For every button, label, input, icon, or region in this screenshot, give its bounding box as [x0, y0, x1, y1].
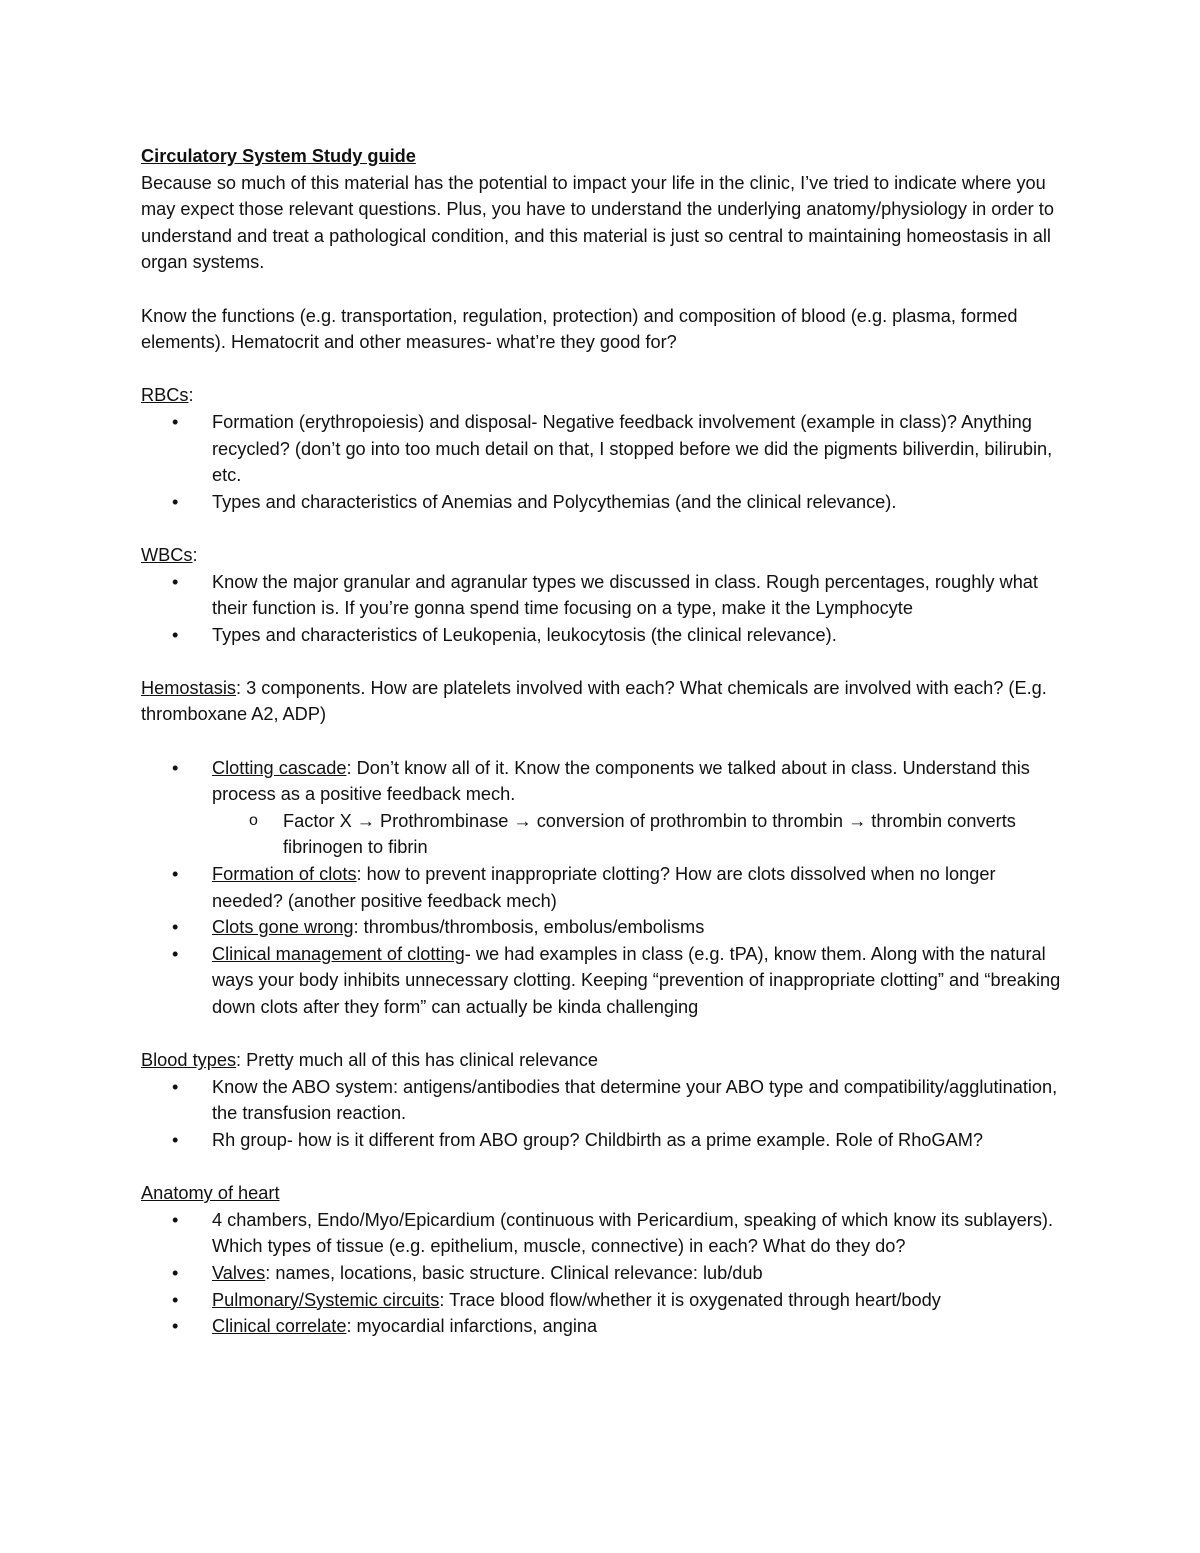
list-item — [141, 861, 1071, 914]
blood-types-text: : Pretty much all of this has clinical relevance — [236, 1050, 598, 1071]
list-item — [141, 1260, 1071, 1287]
hemostasis-heading: Hemostasis — [141, 677, 237, 698]
item-text: : thrombus/thrombosis, embolus/embolisms — [353, 917, 705, 938]
item-label: Clotting cascade — [212, 757, 347, 778]
spacer — [141, 356, 1071, 383]
list-item — [141, 1313, 1071, 1340]
rbcs-heading-line: RBCs: — [141, 385, 194, 406]
item-label: Clinical correlate — [212, 1316, 347, 1337]
rbcs-list — [141, 409, 1071, 515]
list-item: • Rh group- how is it different from ABO group? Childbirth as a prime example. Role of RhoGAM? — [141, 1127, 1071, 1154]
item-label: Valves — [212, 1262, 266, 1283]
wbcs-heading-line: WBCs: — [141, 544, 198, 565]
sub-list-item: o Factor X → Prothrombinase → conversion of prothrombin to thrombin → thrombin converts fibrinogen to fibrin — [212, 808, 1071, 861]
blood-types-list — [141, 1074, 1071, 1154]
item-text: : Trace blood flow/whether it is oxygenated through heart/body — [439, 1289, 941, 1310]
spacer — [141, 648, 1071, 675]
list-item — [141, 1287, 1071, 1314]
item-text: - we had examples in class (e.g. tPA), know them. Along with the natural ways your body inhibits unnecessary clotting. Keeping “prevention of inappropriate clotting” and “breaking down clots after they form” can actually be kinda challenging — [212, 943, 1061, 1017]
list-item: • Know the major granular and agranular types we discussed in class. Rough percentages, roughly what their function is. If you’re gonna spend time focusing on a type, make it the Lymphocyte — [141, 569, 1071, 622]
list-item — [141, 914, 1071, 941]
item-label: Pulmonary/Systemic circuits — [212, 1289, 440, 1310]
item-label: Clots gone wrong — [212, 917, 354, 938]
wbcs-list — [141, 569, 1071, 649]
document-page — [141, 143, 1071, 1340]
list-item: • Know the ABO system: antigens/antibodies that determine your ABO type and compatibility/agglutination, the transfusion reaction. — [141, 1074, 1071, 1127]
item-text: : Don’t know all of it. Know the components we talked about in class. Understand this process as a positive feedback mech. — [212, 757, 1030, 805]
rbcs-heading: RBCs — [141, 385, 189, 406]
spacer — [141, 1154, 1071, 1181]
blood-types-heading: Blood types — [141, 1050, 237, 1071]
functions-paragraph: Know the functions (e.g. transportation, regulation, protection) and composition of blood (e.g. plasma, formed elements). Hematocrit and other measures- what’re they good for? — [141, 305, 1018, 353]
anatomy-list — [141, 1207, 1071, 1340]
hemostasis-text: 3 components. How are platelets involved with each? What chemicals are involved with each? (E.g. thromboxane A2, ADP) — [141, 677, 1047, 725]
list-item — [141, 941, 1071, 1021]
list-item: • 4 chambers, Endo/Myo/Epicardium (continuous with Pericardium, speaking of which know its sublayers). Which types of tissue (e.g. epithelium, muscle, connective) in each? What do they do? — [141, 1207, 1071, 1260]
spacer — [141, 728, 1071, 755]
item-text: : how to prevent inappropriate clotting? How are clots dissolved when no longer needed? (another positive feedback mech) — [212, 864, 996, 911]
list-item: • Formation (erythropoiesis) and disposal- Negative feedback involvement (example in class)? Anything recycled? (don’t go into too much detail on that, I stopped before we did the pigments biliverdin, bilirubin, etc. — [141, 409, 1071, 489]
spacer — [141, 1021, 1071, 1048]
item-text: : names, locations, basic structure. Clinical relevance: lub/dub — [265, 1262, 763, 1283]
item-label: Formation of clots — [212, 864, 357, 885]
blood-types-heading-line — [141, 1047, 1071, 1074]
list-item: • Types and characteristics of Leukopenia, leukocytosis (the clinical relevance). — [141, 622, 1071, 649]
document-title: Circulatory System Study guide — [141, 146, 416, 166]
anatomy-heading: Anatomy of heart — [141, 1183, 280, 1204]
sub-list — [212, 808, 1071, 861]
hemostasis-list — [141, 755, 1071, 1021]
spacer — [141, 276, 1071, 303]
spacer — [141, 515, 1071, 542]
intro-paragraph: Because so much of this material has the potential to impact your life in the clinic, I’ve tried to indicate where you may expect those relevant questions. Plus, you have to understand the underlying anatomy/physiology in order to understand and treat a pathological condition, and this material is just so central to maintaining homeostasis in all organ systems. — [141, 172, 1054, 273]
list-item: • Types and characteristics of Anemias and Polycythemias (and the clinical relevance). — [141, 489, 1071, 516]
item-text: : myocardial infarctions, angina — [346, 1316, 598, 1337]
list-item — [141, 755, 1071, 861]
item-label: Clinical management of clotting — [212, 943, 465, 964]
hemostasis-paragraph: Hemostasis: 3 components. How are platelets involved with each? What chemicals are involved with each? (E.g. thromboxane A2, ADP) — [141, 677, 1047, 725]
wbcs-heading: WBCs — [141, 544, 193, 565]
anatomy-heading-line — [141, 1180, 1071, 1207]
